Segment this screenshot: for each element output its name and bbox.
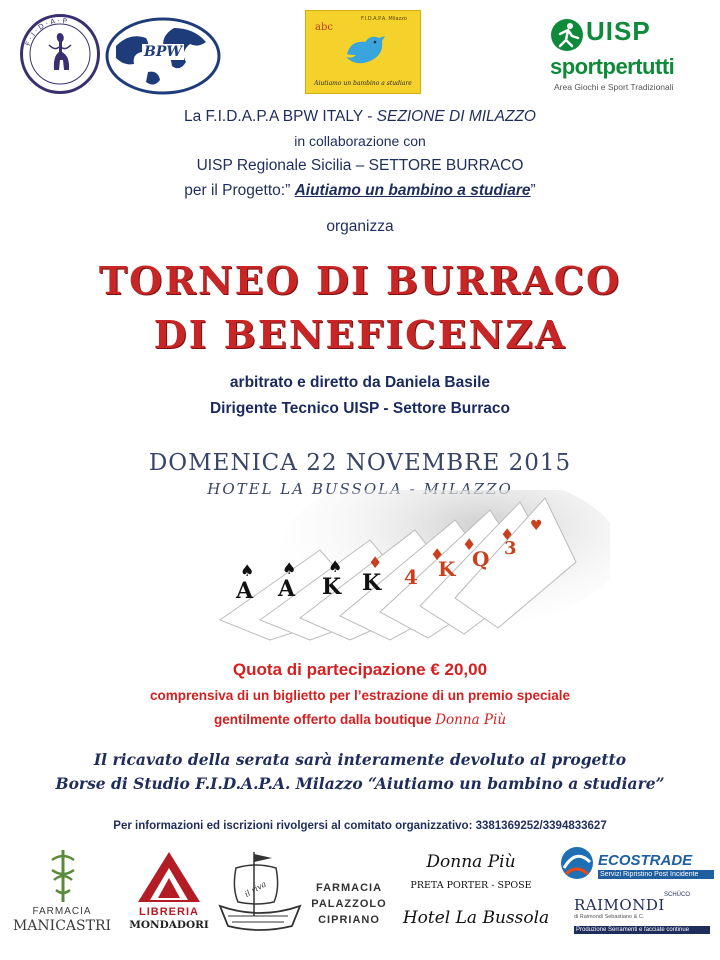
sponsor-libreria-mondadori (124, 850, 214, 934)
event-venue: HOTEL LA BUSSOLA - MILAZZO (207, 480, 513, 498)
uisp-name: UISP (586, 16, 651, 46)
svg-text:A: A (236, 578, 254, 604)
hotel-la-bussola-logo: Hotel La Bussola (402, 908, 550, 928)
svg-text:♦: ♦ (500, 525, 515, 544)
svg-text:K: K (322, 574, 342, 600)
ecostrade-globe-icon (560, 846, 594, 880)
sponsor-ecostrade-raimondi (560, 846, 714, 940)
fee-amount: Quota di partecipazione € 20,00 (232, 660, 488, 679)
intro-project-suffix: ” (530, 182, 536, 199)
intro-project-prefix: per il Progetto:” (184, 182, 295, 199)
preta-porter-text: PRETA PORTER - SPOSE (410, 880, 532, 891)
palazzolo-line-1: FARMACIA (315, 882, 383, 894)
event-date: DOMENICA 22 NOVEMBRE 2015 (148, 450, 572, 476)
intro-line-1 (0, 108, 720, 126)
referee-line-2: Dirigente Tecnico UISP - Settore Burraco (209, 400, 511, 417)
libreria-line-2: MONDADORI (129, 919, 209, 931)
fidapa-logo (20, 14, 100, 94)
svg-text:♦: ♦ (430, 545, 445, 564)
raimondi-subtitle: di Raimondi Sebastiano & C. (574, 914, 645, 920)
ship-icon (214, 846, 304, 936)
manicastri-line-2: MANICASTRI (12, 918, 112, 934)
svg-text:K: K (362, 570, 382, 596)
ecostrade-subtitle: Servizi Ripristino Post Incidente (598, 870, 714, 879)
runner-icon (550, 18, 584, 52)
fee-line-3 (0, 712, 720, 728)
intro-line-3: UISP Regionale Sicilia – SETTORE BURRACO (196, 157, 524, 174)
proceeds-line-2: Borse di Studio F.I.D.A.P.A. Milazzo “Aiutiamo un bambino a studiare” (55, 774, 665, 793)
bpw-logo (104, 16, 222, 96)
palazzolo-line-3: CIPRIANO (318, 914, 380, 926)
title-line-2: DI BENEFICENZA (153, 312, 567, 357)
fee-line-2: comprensiva di un biglietto per l’estrazione di un premio speciale (149, 688, 571, 703)
proceeds-line-1: Il ricavato della serata sarà interamente devoluto al progetto (93, 750, 627, 769)
uisp-logo (548, 16, 704, 100)
uisp-subtitle: Area Giochi e Sport Tradizionali (554, 82, 674, 92)
svg-text:♠: ♠ (328, 557, 343, 576)
intro-project-name: Aiutiamo un bambino a studiare (294, 182, 531, 199)
boutique-name: Donna Più (435, 712, 507, 728)
svg-text:♠: ♠ (240, 561, 255, 580)
svg-text:4: 4 (404, 565, 418, 589)
abc-tiny-text: F.I.D.A.P.A. Milazzo (361, 16, 407, 22)
svg-text:♠: ♠ (282, 559, 297, 578)
sponsor-donna-piu-hotel (396, 852, 556, 936)
title-line-1: TORNEO DI BURRACO (98, 258, 622, 303)
donna-piu-logo: Donna Più (426, 852, 516, 872)
mondadori-emblem-icon (136, 850, 202, 904)
intro-organizza: organizza (326, 218, 394, 235)
svg-text:A: A (278, 576, 296, 602)
cards-fan-icon (200, 490, 610, 650)
fee-line-3-prefix: gentilmente offerto dalla boutique (213, 712, 436, 727)
svg-text:il riva: il riva (243, 879, 268, 899)
schuco-mark: SCHÜCO (664, 892, 691, 898)
abc-slogan: Aiutiamo un bambino a studiare (314, 80, 412, 87)
bpw-text: BPW (144, 44, 183, 60)
raimondi-name: RAIMONDI (574, 896, 665, 914)
manicastri-line-1: FARMACIA (32, 906, 92, 917)
svg-text:Q: Q (472, 547, 490, 571)
abc-text: abc (315, 22, 333, 33)
svg-text:F · I · D · A · P (24, 17, 67, 47)
ecostrade-name: ECOSTRADE (598, 852, 693, 869)
contact-info: Per informazioni ed iscrizioni rivolgersi al comitato organizzativo: 3381369252/3394833627 (113, 820, 607, 832)
intro-line-4 (0, 182, 720, 200)
caduceus-icon (46, 848, 80, 904)
svg-text:3: 3 (504, 538, 517, 559)
svg-text:♦: ♦ (462, 535, 477, 554)
svg-text:♦: ♦ (368, 553, 383, 572)
intro-org: La F.I.D.A.P.A BPW ITALY - (183, 108, 377, 125)
sponsor-farmacia-palazzolo (306, 882, 392, 934)
palazzolo-line-2: PALAZZOLO (311, 898, 387, 910)
svg-text:♥: ♥ (530, 518, 543, 534)
referee-line-1: arbitrato e diretto da Daniela Basile (229, 374, 491, 391)
intro-line-2: in collaborazione con (294, 133, 426, 149)
playing-cards-illustration (200, 490, 610, 650)
bird-icon (341, 32, 389, 72)
fidapa-ring-text: F · I · D · A · P (24, 17, 68, 47)
libreria-line-1: LIBRERIA (139, 906, 199, 918)
svg-text:K: K (438, 557, 456, 581)
uisp-tagline: sportpertutti (550, 54, 675, 79)
sponsor-ship-logo (214, 846, 304, 936)
abc-project-logo (305, 10, 421, 94)
intro-section: SEZIONE DI MILAZZO (376, 108, 536, 125)
sponsor-farmacia-manicastri (6, 848, 118, 934)
raimondi-bar: Produzione Serramenti e facciate continue (574, 926, 710, 934)
